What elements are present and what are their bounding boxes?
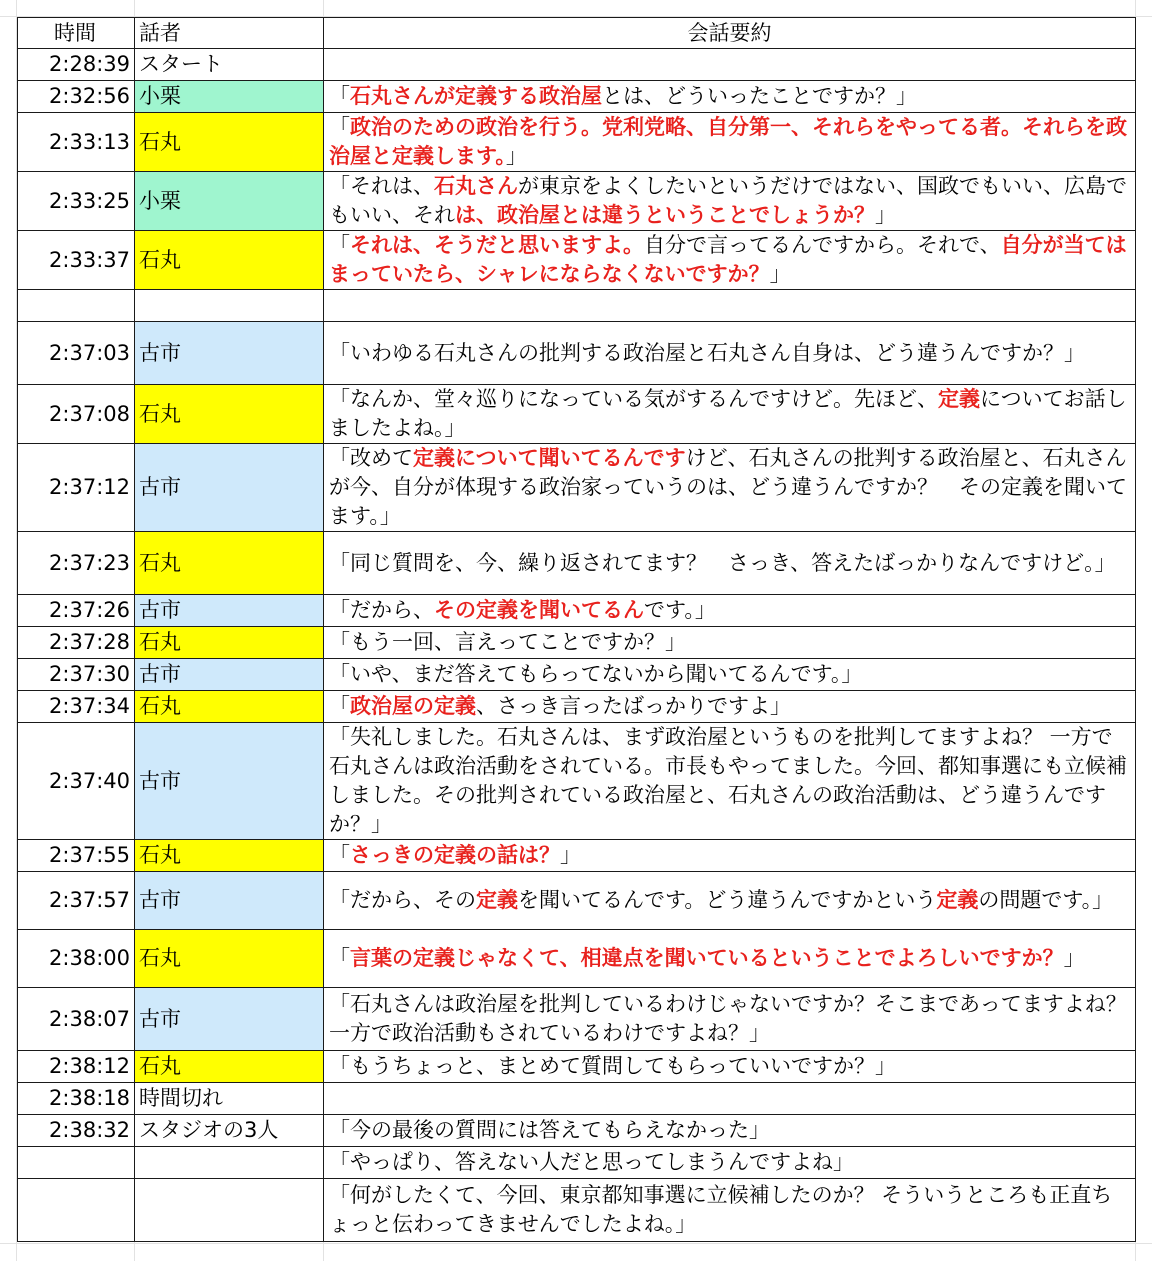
- table-body: [18, 49, 1136, 1242]
- conversation-table: [17, 17, 1136, 1242]
- summary-cell[interactable]: [324, 113, 1136, 172]
- summary-text: 「改めて: [329, 446, 413, 470]
- table-row: [18, 172, 1136, 231]
- emphasized-text: 言葉の定義じゃなくて、相違点を聞いているということでよろしいですか？: [350, 946, 1064, 970]
- table-row: [18, 49, 1136, 81]
- time-cell[interactable]: 2:33:25: [18, 172, 135, 231]
- speaker-cell[interactable]: 小栗: [135, 81, 324, 113]
- table-row: [18, 930, 1136, 988]
- summary-cell[interactable]: [324, 1051, 1136, 1083]
- speaker-cell[interactable]: 石丸: [135, 840, 324, 872]
- summary-cell[interactable]: [324, 1179, 1136, 1242]
- speaker-cell[interactable]: 石丸: [135, 231, 324, 290]
- summary-cell[interactable]: [324, 532, 1136, 595]
- table-row: [18, 81, 1136, 113]
- table-row: [18, 322, 1136, 385]
- time-cell[interactable]: 2:37:57: [18, 872, 135, 930]
- time-cell[interactable]: 2:37:08: [18, 385, 135, 444]
- summary-cell[interactable]: [324, 1083, 1136, 1115]
- time-cell[interactable]: 2:38:18: [18, 1083, 135, 1115]
- summary-cell[interactable]: [324, 627, 1136, 659]
- time-cell[interactable]: 2:38:32: [18, 1115, 135, 1147]
- emphasized-text: その定義を聞いてるん: [434, 598, 644, 622]
- summary-text: です。」: [644, 598, 716, 622]
- time-cell[interactable]: 2:37:30: [18, 659, 135, 691]
- speaker-cell[interactable]: [135, 1147, 324, 1179]
- time-cell[interactable]: 2:37:55: [18, 840, 135, 872]
- speaker-cell[interactable]: スタジオの3人: [135, 1115, 324, 1147]
- time-cell[interactable]: 2:38:12: [18, 1051, 135, 1083]
- time-cell[interactable]: 2:37:34: [18, 691, 135, 723]
- summary-text: 、さっき言ったばっかりですよ」: [476, 694, 791, 718]
- emphasized-text: それは、そうだと思いますよ。: [350, 233, 644, 257]
- table-row: [18, 444, 1136, 532]
- summary-text: を聞いてるんです。どう違うんですかという: [518, 888, 937, 912]
- summary-text: が東京をよくしたいというだけではない、国政でもいい、広島でもいい、それ: [329, 174, 1127, 227]
- summary-text: 「だから、その: [329, 888, 476, 912]
- summary-text: 「それは、: [329, 174, 434, 198]
- time-cell[interactable]: 2:32:56: [18, 81, 135, 113]
- table-row: [18, 691, 1136, 723]
- summary-text: についてお話しましたよね。」: [329, 387, 1127, 440]
- table-row: [18, 595, 1136, 627]
- speaker-cell[interactable]: 石丸: [135, 930, 324, 988]
- time-cell[interactable]: 2:37:23: [18, 532, 135, 595]
- summary-text: の問題です。」: [978, 888, 1114, 912]
- speaker-cell[interactable]: 石丸: [135, 385, 324, 444]
- time-cell[interactable]: [18, 1147, 135, 1179]
- summary-cell[interactable]: [324, 322, 1136, 385]
- summary-cell[interactable]: [324, 872, 1136, 930]
- summary-text: 「いや、まだ答えてもらってないから聞いてるんです。」: [329, 662, 863, 686]
- summary-text: 「今の最後の質問には答えてもらえなかった」: [329, 1118, 770, 1142]
- table-row: [18, 1179, 1136, 1242]
- header-row: [18, 18, 1136, 49]
- summary-text: とは、どういったことですか？」: [602, 84, 917, 108]
- summary-text: 「もう一回、言えってことですか？」: [329, 630, 686, 654]
- summary-text: 「失礼しました。石丸さんは、まず政治屋というものを批判してますよね？ 一方で石丸さんは政治活動をされている。市長もやってました。今回、都知事選にも立候補しました。その批判されている政治屋と、石丸さんの政治活動は、どう違うんですか？」: [329, 725, 1127, 836]
- table-row: [18, 385, 1136, 444]
- table-row: [18, 1115, 1136, 1147]
- time-cell[interactable]: 2:37:03: [18, 322, 135, 385]
- speaker-cell[interactable]: 石丸: [135, 113, 324, 172]
- summary-cell[interactable]: [324, 840, 1136, 872]
- speaker-cell[interactable]: スタート: [135, 49, 324, 81]
- speaker-cell[interactable]: 古市: [135, 659, 324, 691]
- column-header-speaker[interactable]: 話者: [135, 18, 324, 49]
- sheet-gridline: [0, 1243, 1152, 1244]
- summary-text: 「だから、: [329, 598, 434, 622]
- table-row: [18, 723, 1136, 840]
- summary-text: けど、石丸さんの批判する政治屋と、石丸さんが今、自分が体現する政治家っていうのは、どう違うんですか？ その定義を聞いてます。」: [329, 446, 1127, 528]
- summary-cell[interactable]: [324, 172, 1136, 231]
- summary-text: 「何がしたくて、今回、東京都知事選に立候補したのか？ そういうところも正直ちょっと伝わってきませんでしたよね。」: [329, 1183, 1113, 1236]
- summary-text: 「: [329, 946, 350, 970]
- summary-text: 「: [329, 694, 350, 718]
- summary-cell[interactable]: [324, 659, 1136, 691]
- summary-text: 」: [1063, 946, 1085, 970]
- emphasized-text: 政治のための政治を行う。党利党略、自分第一、それらをやってる者。それらを政治屋と定義します。: [329, 115, 1127, 168]
- emphasized-text: 定義: [938, 387, 980, 411]
- summary-text: 「: [329, 84, 350, 108]
- emphasized-text: 自分が当てはまっていたら、シャレにならなくないですか？: [329, 233, 1127, 286]
- emphasized-text: は、政治屋とは違うということでしょうか？: [455, 203, 875, 227]
- summary-text: 「なんか、堂々巡りになっている気がするんですけど。先ほど、: [329, 387, 938, 411]
- summary-cell[interactable]: [324, 988, 1136, 1051]
- speaker-cell[interactable]: 古市: [135, 444, 324, 532]
- table-row: [18, 1051, 1136, 1083]
- table-row: [18, 290, 1136, 322]
- emphasized-text: 定義について聞いてるんです: [413, 446, 686, 470]
- speaker-cell[interactable]: 石丸: [135, 627, 324, 659]
- time-cell[interactable]: 2:38:00: [18, 930, 135, 988]
- summary-text: 」: [769, 262, 791, 286]
- table-row: [18, 1083, 1136, 1115]
- time-cell[interactable]: 2:37:12: [18, 444, 135, 532]
- time-cell[interactable]: [18, 290, 135, 322]
- emphasized-text: 定義: [476, 888, 518, 912]
- summary-text: 「いわゆる石丸さんの批判する政治屋と石丸さん自身は、どう違うんですか？」: [329, 340, 1085, 365]
- summary-text: 「: [329, 843, 350, 867]
- table-row: [18, 659, 1136, 691]
- time-cell[interactable]: 2:37:28: [18, 627, 135, 659]
- summary-text: 自分で言ってるんですから。それで、: [644, 233, 1001, 257]
- summary-cell[interactable]: [324, 231, 1136, 290]
- summary-text: 」: [875, 203, 896, 227]
- summary-cell[interactable]: [324, 1147, 1136, 1179]
- table-row: [18, 1147, 1136, 1179]
- table-row: [18, 872, 1136, 930]
- summary-text: 「: [329, 115, 350, 139]
- summary-cell[interactable]: [324, 444, 1136, 532]
- summary-text: 」: [560, 843, 581, 867]
- summary-text: 「もうちょっと、まとめて質問してもらっていいですか？」: [329, 1054, 896, 1078]
- table-row: [18, 113, 1136, 172]
- speaker-cell[interactable]: [135, 290, 324, 322]
- summary-text: 」: [505, 144, 527, 168]
- summary-text: 「: [329, 233, 350, 257]
- speaker-cell[interactable]: 古市: [135, 322, 324, 385]
- time-cell[interactable]: 2:37:40: [18, 723, 135, 840]
- table-row: [18, 627, 1136, 659]
- time-cell[interactable]: 2:37:26: [18, 595, 135, 627]
- column-header-time[interactable]: 時間: [18, 18, 135, 49]
- time-cell[interactable]: 2:33:13: [18, 113, 135, 172]
- time-cell[interactable]: 2:28:39: [18, 49, 135, 81]
- speaker-cell[interactable]: 石丸: [135, 1051, 324, 1083]
- emphasized-text: 石丸さん: [434, 174, 518, 198]
- time-cell[interactable]: 2:38:07: [18, 988, 135, 1051]
- speaker-cell[interactable]: 時間切れ: [135, 1083, 324, 1115]
- summary-cell[interactable]: [324, 723, 1136, 840]
- speaker-cell[interactable]: 石丸: [135, 532, 324, 595]
- summary-cell[interactable]: [324, 385, 1136, 444]
- emphasized-text: 石丸さんが定義する政治屋: [350, 84, 602, 108]
- summary-cell[interactable]: [324, 595, 1136, 627]
- speaker-cell[interactable]: [135, 1179, 324, 1242]
- summary-cell[interactable]: [324, 81, 1136, 113]
- speaker-cell[interactable]: 古市: [135, 872, 324, 930]
- emphasized-text: 定義: [936, 888, 979, 912]
- speaker-cell[interactable]: 石丸: [135, 691, 324, 723]
- summary-text: 「同じ質問を、今、繰り返されてます？ さっき、答えたばっかりなんですけど。」: [329, 550, 1116, 575]
- speaker-cell[interactable]: 古市: [135, 988, 324, 1051]
- emphasized-text: 政治屋の定義: [350, 694, 476, 718]
- table-row: [18, 231, 1136, 290]
- summary-cell[interactable]: [324, 290, 1136, 322]
- time-cell[interactable]: [18, 1179, 135, 1242]
- speaker-cell[interactable]: 古市: [135, 723, 324, 840]
- speaker-cell[interactable]: 小栗: [135, 172, 324, 231]
- speaker-cell[interactable]: 古市: [135, 595, 324, 627]
- time-cell[interactable]: 2:33:37: [18, 231, 135, 290]
- table-row: [18, 840, 1136, 872]
- table-row: [18, 988, 1136, 1051]
- summary-text: 「石丸さんは政治屋を批判しているわけじゃないですか？そこまであってますよね？ 一方で政治活動もされているわけですよね？」: [329, 992, 1127, 1045]
- emphasized-text: さっきの定義の話は？: [350, 843, 560, 867]
- summary-cell[interactable]: [324, 49, 1136, 81]
- summary-text: 「やっぱり、答えない人だと思ってしまうんですよね」: [329, 1150, 854, 1174]
- column-header-summary[interactable]: 会話要約: [324, 18, 1136, 49]
- summary-cell[interactable]: [324, 930, 1136, 988]
- summary-cell[interactable]: [324, 691, 1136, 723]
- table-row: [18, 532, 1136, 595]
- summary-cell[interactable]: [324, 1115, 1136, 1147]
